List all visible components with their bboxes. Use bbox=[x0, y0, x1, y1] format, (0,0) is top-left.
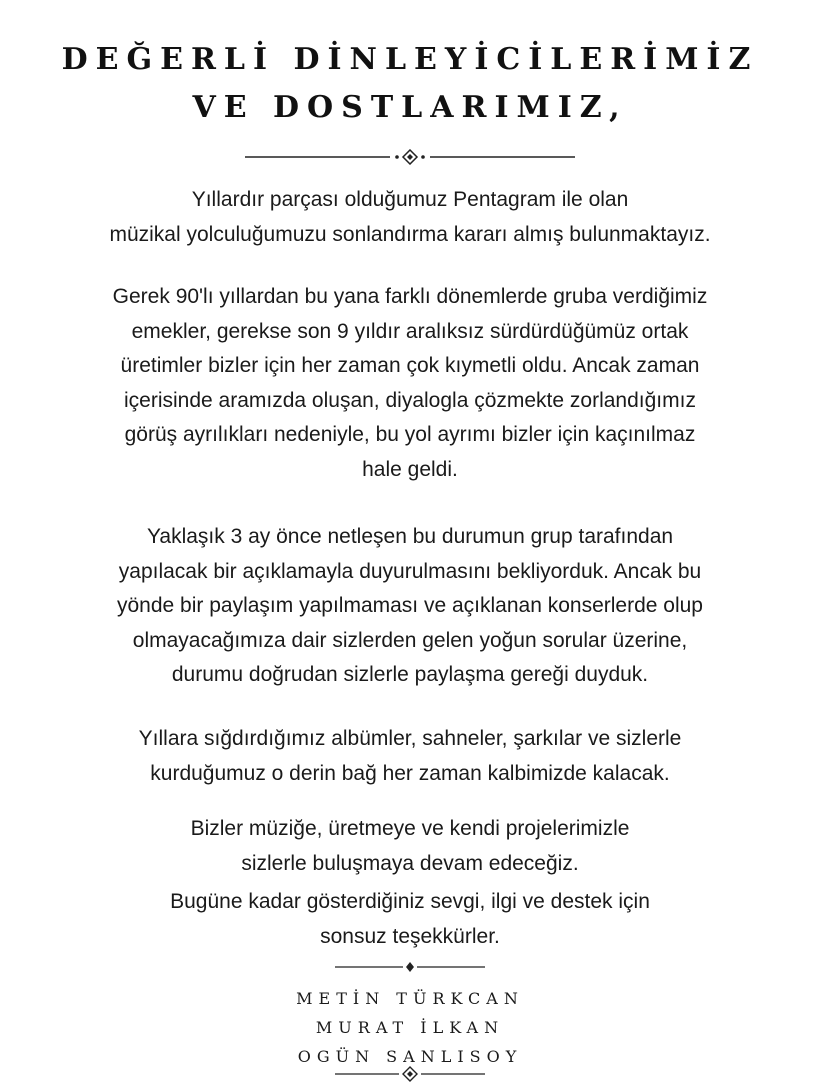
bottom-divider bbox=[0, 1066, 820, 1082]
paragraph-4 bbox=[40, 722, 780, 791]
text-line: durumu doğrudan sizlerle paylaşma gereği duyduk. bbox=[171, 663, 649, 686]
text-line: hale geldi. bbox=[362, 457, 458, 481]
text-line: emekler, gerekse son 9 yıldır aralıksız sürdürdüğümüz ortak bbox=[131, 319, 689, 343]
paragraph-6 bbox=[40, 885, 780, 954]
text-line: olmayacağımıza dair sizlerden gelen yoğun sorular üzerine, bbox=[132, 628, 688, 652]
text-line: görüş ayrılıkları nedeniyle, bu yol ayrımı bizler için kaçınılmaz bbox=[124, 423, 696, 446]
paragraph-2 bbox=[40, 280, 780, 487]
text-line: Bugüne kadar gösterdiğiniz sevgi, ilgi ve destek için bbox=[170, 890, 650, 913]
text-line: Yıllara sığdırdığımız albümler, sahneler, şarkılar ve sizlerle bbox=[138, 727, 682, 750]
signature-names bbox=[0, 984, 820, 1071]
text-line: Yaklaşık 3 ay önce netleşen bu durumun grup tarafından bbox=[146, 525, 674, 548]
paragraph-5 bbox=[40, 812, 780, 881]
text-line: yapılacak bir açıklamayla duyurulmasını bekliyorduk. Ancak bu bbox=[118, 559, 702, 583]
text-line: sonsuz teşekkürler. bbox=[320, 924, 500, 948]
text-line: Gerek 90'lı yıllardan bu yana farklı dönemlerde gruba verdiğimiz bbox=[112, 285, 708, 308]
signature-name-3: OGÜN SANLISOY bbox=[297, 1047, 523, 1066]
text-line: kurduğumuz o derin bağ her zaman kalbimizde kalacak. bbox=[150, 761, 670, 785]
title-line-2: VE DOSTLARIMIZ, bbox=[192, 90, 628, 125]
diamond-ornament-icon bbox=[335, 960, 485, 974]
top-divider bbox=[0, 149, 820, 165]
diamond-ornament-icon bbox=[245, 149, 575, 165]
title-line-1: DEĞERLİ DİNLEYİCİLERİMİZ bbox=[61, 42, 759, 77]
signature-name-2: MURAT İLKAN bbox=[315, 1018, 505, 1037]
text-line: yönde bir paylaşım yapılmaması ve açıklanan konserlerde olup bbox=[117, 594, 703, 617]
diamond-ornament-icon bbox=[335, 1066, 485, 1082]
text-line: üretimler bizler için her zaman çok kıymetli oldu. Ancak zaman bbox=[120, 354, 700, 377]
text-line: müzikal yolculuğumuzu sonlandırma kararı almış bulunmaktayız. bbox=[109, 222, 711, 246]
text-line: sizlerle buluşmaya devam edeceğiz. bbox=[241, 851, 579, 875]
signature-name-1: METİN TÜRKCAN bbox=[296, 989, 524, 1008]
paragraph-1 bbox=[40, 183, 780, 252]
paragraph-3 bbox=[40, 520, 780, 693]
text-line: içerisinde aramızda oluşan, diyalogla çözmekte zorlandığımız bbox=[124, 388, 696, 412]
text-line: Yıllardır parçası olduğumuz Pentagram ile olan bbox=[191, 188, 629, 211]
text-line: Bizler müziğe, üretmeye ve kendi projelerimizle bbox=[190, 817, 630, 840]
signature-top-divider bbox=[0, 960, 820, 974]
